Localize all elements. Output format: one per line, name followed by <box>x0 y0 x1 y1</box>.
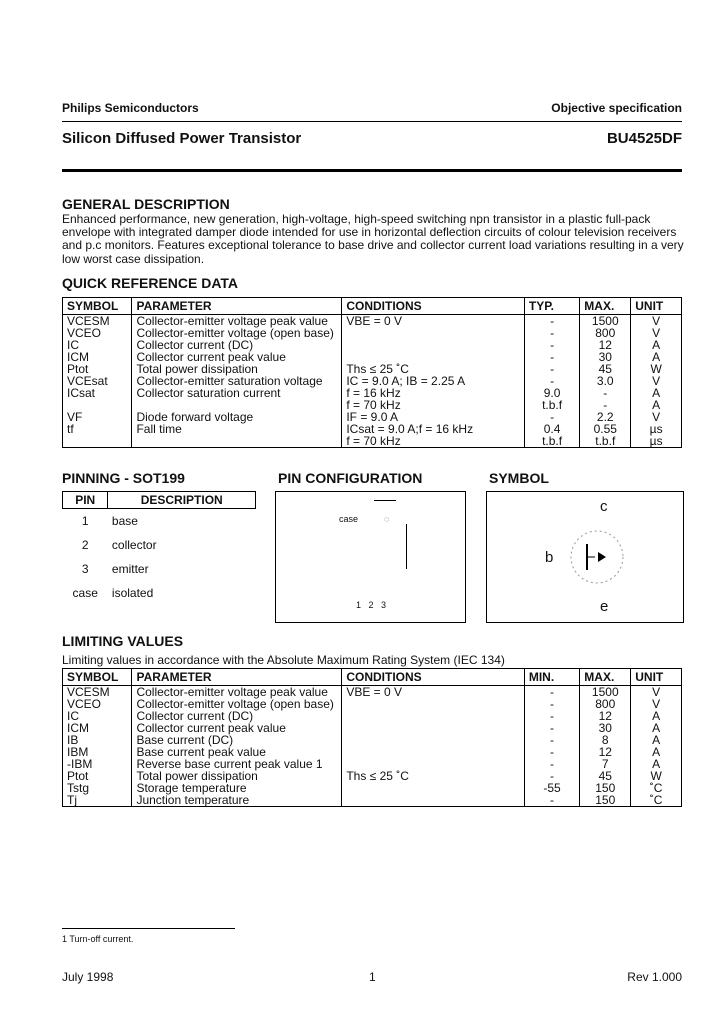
table-cell: V <box>631 375 682 387</box>
footer-revision: Rev 1.000 <box>627 970 682 984</box>
table-cell: base <box>111 514 138 528</box>
table-cell: 150 <box>580 782 631 794</box>
column-header: SYMBOL <box>63 298 132 315</box>
column-header: CONDITIONS <box>342 298 525 315</box>
column-header: PARAMETER <box>132 298 342 315</box>
table-cell: IC <box>63 339 132 351</box>
table-cell: Tstg <box>63 782 132 794</box>
table-cell: - <box>524 710 579 722</box>
company-name: Philips Semiconductors <box>62 101 199 115</box>
table-cell: IB <box>63 734 132 746</box>
table-cell: Tj <box>63 794 132 807</box>
table-cell: Collector-emitter voltage (open base) <box>132 698 342 710</box>
table-cell: ICM <box>63 722 132 734</box>
column-header: PARAMETER <box>132 669 342 686</box>
table-cell: IF = 9.0 A <box>342 411 525 423</box>
table-cell: V <box>631 686 682 699</box>
table-cell <box>342 794 525 807</box>
table-cell: Total power dissipation <box>132 770 342 782</box>
table-cell: VBE = 0 V <box>342 315 525 328</box>
table-cell: Reverse base current peak value 1 <box>132 758 342 770</box>
mounting-hole-icon: ◌ <box>384 514 390 524</box>
footnote: 1 Turn-off current. <box>62 934 134 944</box>
table-cell: ˚C <box>631 794 682 807</box>
table-cell: - <box>524 770 579 782</box>
table-cell: 0.4 <box>524 423 579 435</box>
table-cell: 3 <box>81 562 89 576</box>
table-cell: VBE = 0 V <box>342 686 525 699</box>
limiting-values-table <box>62 668 682 807</box>
column-header: MAX. <box>580 669 631 686</box>
table-cell: 7 <box>580 758 631 770</box>
table-cell: Collector-emitter voltage (open base) <box>132 327 342 339</box>
table-cell <box>342 339 525 351</box>
table-cell: 2.2 <box>580 411 631 423</box>
table-cell: IC = 9.0 A; IB = 2.25 A <box>342 375 525 387</box>
table-cell: - <box>524 734 579 746</box>
table-cell: Total power dissipation <box>132 363 342 375</box>
table-cell: - <box>524 746 579 758</box>
table-cell: VCEsat <box>63 375 132 387</box>
table-cell: A <box>631 387 682 399</box>
table-cell: Ths ≤ 25 ˚C <box>342 770 525 782</box>
table-cell: V <box>631 327 682 339</box>
table-cell: 150 <box>580 794 631 807</box>
table-cell: 12 <box>580 746 631 758</box>
column-header: SYMBOL <box>63 669 132 686</box>
table-cell <box>342 782 525 794</box>
table-cell: W <box>631 363 682 375</box>
table-cell: A <box>631 339 682 351</box>
emitter-label: e <box>600 598 609 615</box>
table-cell: A <box>631 746 682 758</box>
table-cell: V <box>631 698 682 710</box>
column-header: PIN <box>63 492 108 509</box>
table-cell: IC <box>63 710 132 722</box>
title-rule <box>62 169 682 172</box>
table-cell: f = 70 kHz <box>342 399 525 411</box>
table-cell: VCESM <box>63 686 132 699</box>
table-cell: 9.0 <box>524 387 579 399</box>
case-label: case <box>339 514 359 524</box>
table-cell: IBM <box>63 746 132 758</box>
package-top-line <box>374 500 396 501</box>
table-cell: 2 <box>81 538 89 552</box>
table-cell: t.b.f <box>524 435 579 448</box>
column-header: TYP. <box>524 298 579 315</box>
quick-reference-table <box>62 297 682 448</box>
table-cell: µs <box>631 423 682 435</box>
table-cell: 0.55 <box>580 423 631 435</box>
table-cell: 1 <box>81 514 89 528</box>
table-cell: 12 <box>580 339 631 351</box>
table-cell: A <box>631 351 682 363</box>
symbol-box <box>486 491 684 623</box>
table-cell: Collector current peak value <box>132 722 342 734</box>
table-cell <box>132 435 342 448</box>
table-row <box>63 794 682 807</box>
table-cell: collector <box>111 538 157 552</box>
table-cell: Junction temperature <box>132 794 342 807</box>
base-label: b <box>545 549 554 566</box>
table-cell: ˚C <box>631 782 682 794</box>
table-cell: A <box>631 399 682 411</box>
table-cell: Collector-emitter voltage peak value <box>132 315 342 328</box>
table-cell: Collector saturation current <box>132 387 342 399</box>
table-cell: 1500 <box>580 686 631 699</box>
table-cell: tf <box>63 423 132 435</box>
column-header: MAX. <box>580 298 631 315</box>
table-cell: Collector-emitter voltage peak value <box>132 686 342 699</box>
table-cell: 8 <box>580 734 631 746</box>
table-cell: f = 70 kHz <box>342 435 525 448</box>
table-cell: Fall time <box>132 423 342 435</box>
table-cell: W <box>631 770 682 782</box>
table-cell: 3.0 <box>580 375 631 387</box>
table-cell: emitter <box>111 562 149 576</box>
table-cell: - <box>580 399 631 411</box>
table-cell: Ptot <box>63 770 132 782</box>
table-cell: -IBM <box>63 758 132 770</box>
document-status: Objective specification <box>551 101 682 115</box>
table-cell: 800 <box>580 698 631 710</box>
pin-configuration-heading: PIN CONFIGURATION <box>278 470 423 486</box>
table-cell: - <box>580 387 631 399</box>
table-cell: V <box>631 315 682 328</box>
header-rule <box>62 121 682 122</box>
table-cell: Base current peak value <box>132 746 342 758</box>
package-side-line <box>406 524 407 569</box>
table-cell: - <box>524 686 579 699</box>
table-cell: t.b.f <box>524 399 579 411</box>
table-cell: A <box>631 722 682 734</box>
column-header: DESCRIPTION <box>108 492 256 509</box>
document-title: Silicon Diffused Power Transistor <box>62 130 302 147</box>
table-cell: Collector-emitter saturation voltage <box>132 375 342 387</box>
table-cell: V <box>631 411 682 423</box>
table-cell: A <box>631 734 682 746</box>
symbol-heading: SYMBOL <box>489 470 549 486</box>
table-cell: Collector current (DC) <box>132 339 342 351</box>
table-row <box>63 533 256 557</box>
table-cell: - <box>524 315 579 328</box>
table-cell: Collector current peak value <box>132 351 342 363</box>
table-cell: VCEO <box>63 327 132 339</box>
table-cell: case <box>72 586 98 600</box>
table-cell: Ths ≤ 25 ˚C <box>342 363 525 375</box>
transistor-symbol-icon <box>557 522 637 592</box>
pinning-heading: PINNING - SOT199 <box>62 470 185 486</box>
table-cell: ICsat <box>63 387 132 399</box>
table-row <box>63 581 256 605</box>
column-header: UNIT <box>631 669 682 686</box>
table-cell: 800 <box>580 327 631 339</box>
table-cell: A <box>631 758 682 770</box>
table-cell: Base current (DC) <box>132 734 342 746</box>
table-cell: VF <box>63 411 132 423</box>
pin-numbers: 1 2 3 <box>356 600 387 610</box>
table-cell: ICsat = 9.0 A;f = 16 kHz <box>342 423 525 435</box>
column-header: CONDITIONS <box>342 669 525 686</box>
table-cell <box>342 746 525 758</box>
table-cell: -55 <box>524 782 579 794</box>
table-cell: 12 <box>580 710 631 722</box>
table-cell: - <box>524 339 579 351</box>
table-row <box>63 509 256 534</box>
table-cell: isolated <box>111 586 154 600</box>
table-cell <box>342 327 525 339</box>
part-number: BU4525DF <box>606 130 682 147</box>
table-cell: Storage temperature <box>132 782 342 794</box>
table-cell: Ptot <box>63 363 132 375</box>
limiting-values-intro: Limiting values in accordance with the Absolute Maximum Rating System (IEC 134) <box>62 653 505 667</box>
table-cell: 45 <box>580 770 631 782</box>
table-cell: - <box>524 375 579 387</box>
general-description-heading: GENERAL DESCRIPTION <box>62 196 230 212</box>
footer-date: July 1998 <box>62 970 114 984</box>
table-cell: 30 <box>580 722 631 734</box>
table-cell: Diode forward voltage <box>132 411 342 423</box>
table-cell: ICM <box>63 351 132 363</box>
table-cell: 30 <box>580 351 631 363</box>
table-cell: - <box>524 363 579 375</box>
table-cell: - <box>524 411 579 423</box>
table-cell: VCESM <box>63 315 132 328</box>
pin-configuration-box <box>275 491 466 623</box>
general-description-text: Enhanced performance, new generation, high-voltage, high-speed switching npn transistor in a plastic full-pack envelope with integrated damper diode intended for use in horizontal deflection circuits of colour television receivers and p.c monitors. Features exceptional tolerance to base drive and collector current load variations resulting in a very low worst case dissipation. <box>62 212 684 266</box>
footnote-rule <box>62 928 235 929</box>
table-cell: - <box>524 698 579 710</box>
pinning-table <box>62 491 256 605</box>
collector-label: c <box>600 498 608 515</box>
table-cell: Collector current (DC) <box>132 710 342 722</box>
table-row <box>63 557 256 581</box>
table-cell <box>63 435 132 448</box>
column-header: UNIT <box>631 298 682 315</box>
footer-page: 1 <box>369 970 376 984</box>
table-cell <box>342 734 525 746</box>
column-header: MIN. <box>524 669 579 686</box>
table-cell: - <box>524 794 579 807</box>
table-cell: - <box>524 327 579 339</box>
table-cell: - <box>524 351 579 363</box>
table-cell <box>342 722 525 734</box>
table-cell: 1500 <box>580 315 631 328</box>
table-cell: f = 16 kHz <box>342 387 525 399</box>
table-cell: µs <box>631 435 682 448</box>
table-row <box>63 435 682 448</box>
table-cell: 45 <box>580 363 631 375</box>
table-cell: t.b.f <box>580 435 631 448</box>
table-cell: - <box>524 722 579 734</box>
table-cell: VCEO <box>63 698 132 710</box>
table-cell <box>342 698 525 710</box>
limiting-values-heading: LIMITING VALUES <box>62 633 184 649</box>
quick-reference-heading: QUICK REFERENCE DATA <box>62 275 239 291</box>
table-cell: - <box>524 758 579 770</box>
table-cell <box>342 710 525 722</box>
table-cell: A <box>631 710 682 722</box>
